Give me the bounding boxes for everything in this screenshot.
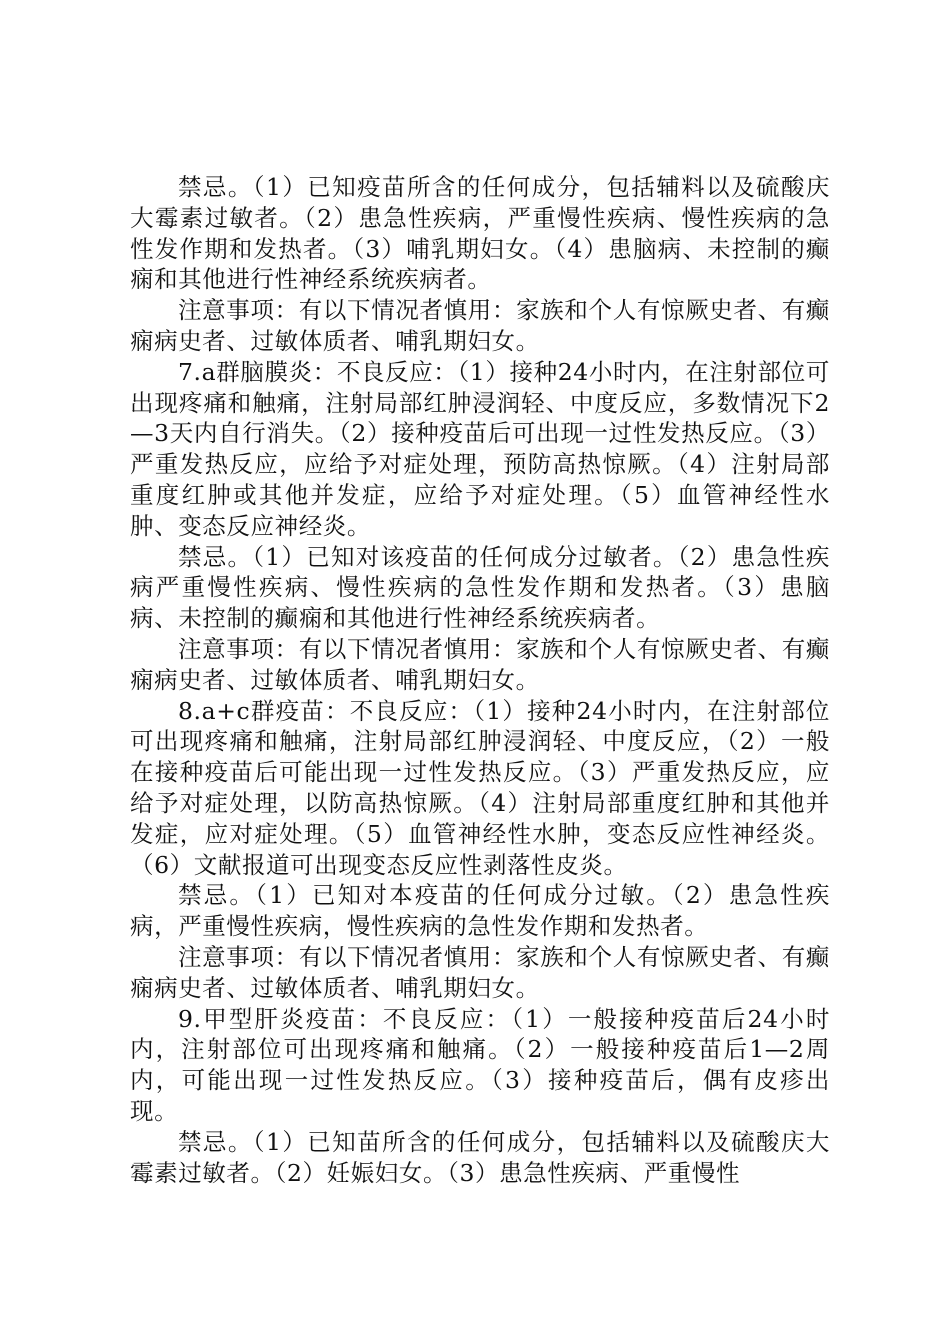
contraindications-paragraph: 禁忌。（1）已知苗所含的任何成分，包括辅料以及硫酸庆大霉素过敏者。（2）妊娠妇女。（3）患急性疾病、严重慢性 <box>130 1127 830 1187</box>
hepatitis-a-vaccine-reactions-paragraph: 9.甲型肝炎疫苗：不良反应：（1）一般接种疫苗后24小时内，注射部位可出现疼痛和触痛。（2）一般接种疫苗后1—2周内，可能出现一过性发热反应。（3）接种疫苗后，偶有皮疹出现。 <box>130 1004 830 1125</box>
contraindications-paragraph: 禁忌。（1）已知对该疫苗的任何成分过敏者。（2）患急性疾病严重慢性疾病、慢性疾病的急性发作期和发热者。（3）患脑病、未控制的癫痫和其他进行性神经系统疾病者。 <box>130 542 830 633</box>
precautions-paragraph: 注意事项：有以下情况者慎用：家族和个人有惊厥史者、有癫痫病史者、过敏体质者、哺乳期妇女。 <box>130 634 830 694</box>
document-page <box>130 172 830 1188</box>
group-ac-vaccine-reactions-paragraph: 8.a+c群疫苗：不良反应：（1）接种24小时内，在注射部位可出现疼痛和触痛，注射局部红肿浸润轻、中度反应，（2）一般在接种疫苗后可能出现一过性发热反应。（3）严重发热反应，应给予对症处理，以防高热惊厥。（4）注射局部重度红肿和其他并发症，应对症处理。（5）血管神经性水肿，变态反应性神经炎。（6）文献报道可出现变态反应性剥落性皮炎。 <box>130 696 830 879</box>
group-a-meningitis-reactions-paragraph: 7.a群脑膜炎：不良反应：（1）接种24小时内，在注射部位可出现疼痛和触痛，注射局部红肿浸润轻、中度反应，多数情况下2—3天内自行消失。（2）接种疫苗后可出现一过性发热反应。（3）严重发热反应，应给予对症处理，预防高热惊厥。（4）注射局部重度红肿或其他并发症，应给予对症处理。（5）血管神经性水肿、变态反应神经炎。 <box>130 357 830 540</box>
precautions-paragraph: 注意事项：有以下情况者慎用：家族和个人有惊厥史者、有癫痫病史者、过敏体质者、哺乳期妇女。 <box>130 296 830 355</box>
precautions-paragraph: 注意事项：有以下情况者慎用：家族和个人有惊厥史者、有癫痫病史者、过敏体质者、哺乳期妇女。 <box>130 942 830 1002</box>
contraindications-paragraph: 禁忌。（1）已知对本疫苗的任何成分过敏。（2）患急性疾病，严重慢性疾病，慢性疾病的急性发作期和发热者。 <box>130 881 830 941</box>
contraindications-paragraph: 禁忌。（1）已知疫苗所含的任何成分，包括辅料以及硫酸庆大霉素过敏者。（2）患急性疾病，严重慢性疾病、慢性疾病的急性发作期和发热者。（3）哺乳期妇女。（4）患脑病、未控制的癫痫和其他进行性神经系统疾病者。 <box>130 173 830 294</box>
